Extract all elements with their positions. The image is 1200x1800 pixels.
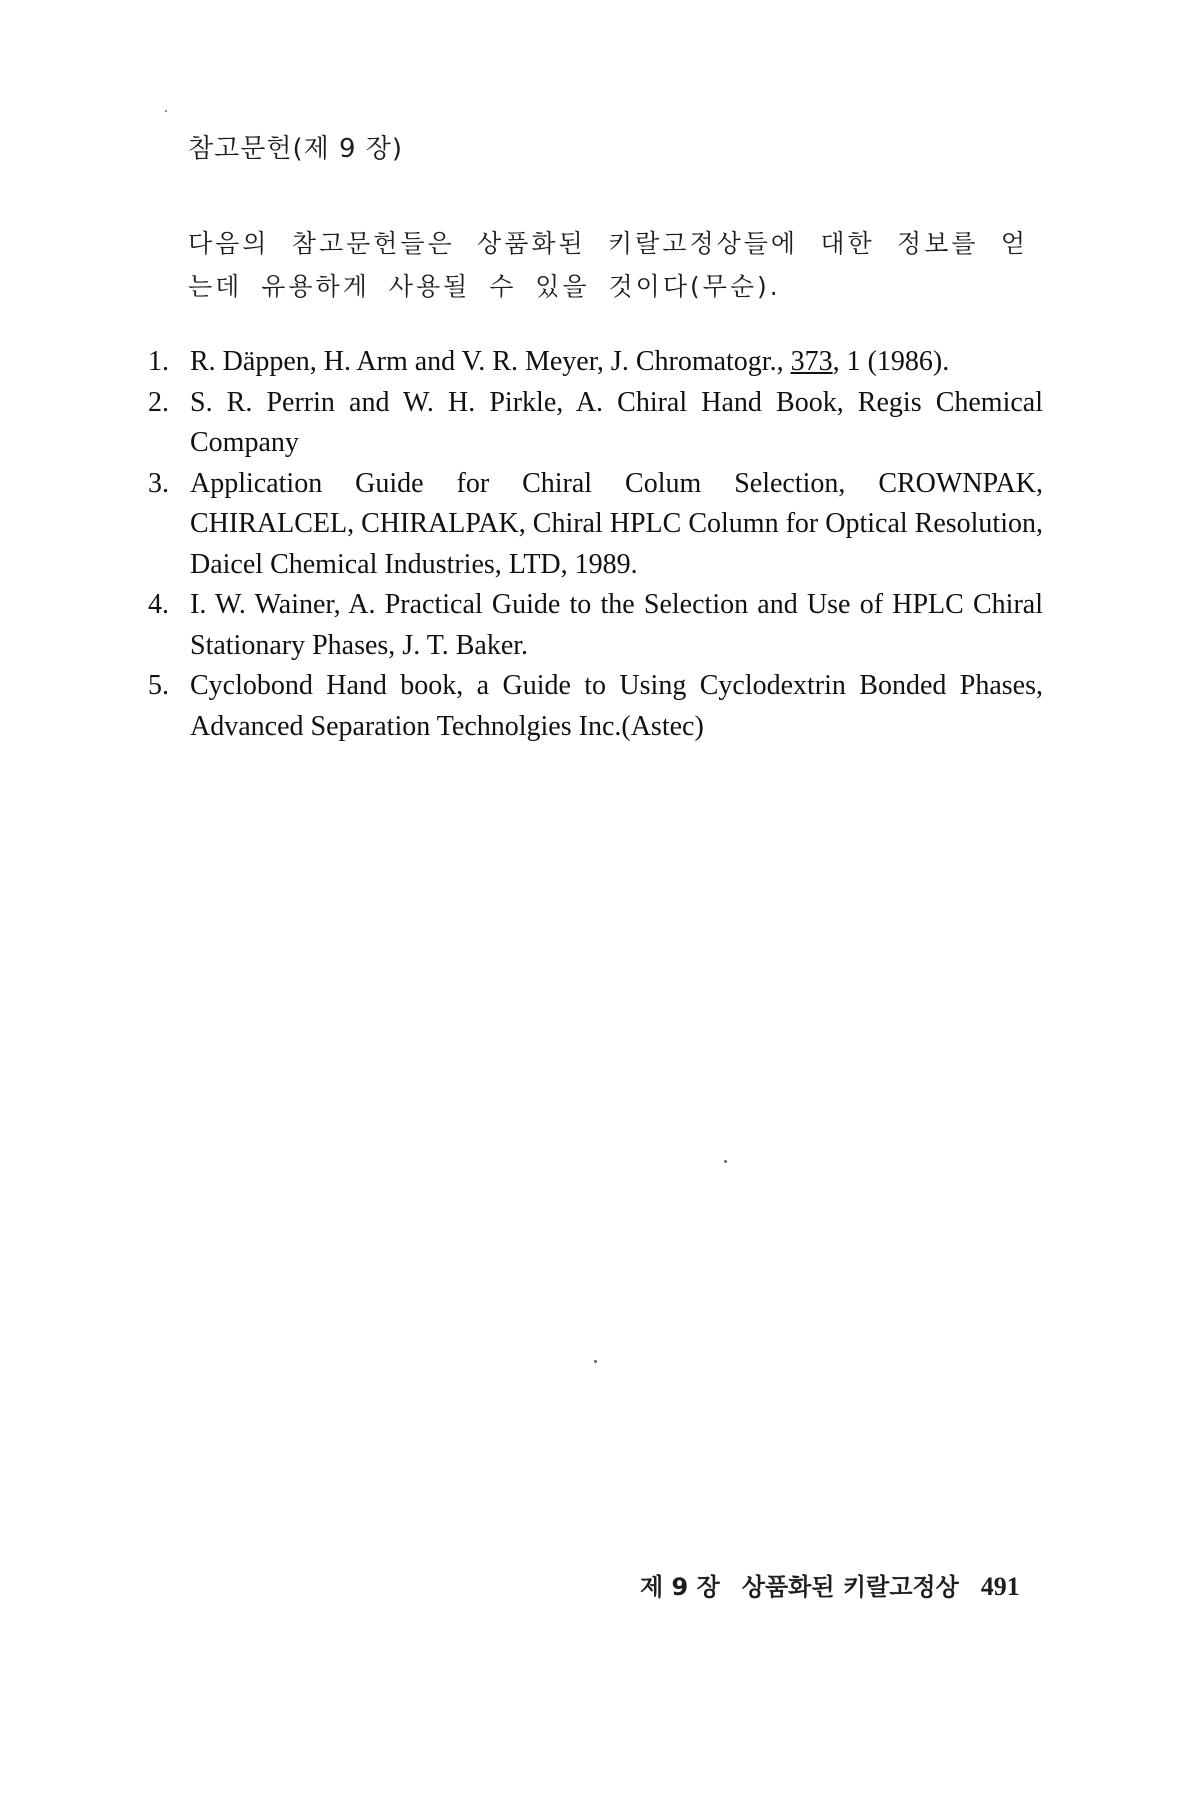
footer-title: 상품화된 키랄고정상 — [741, 1573, 959, 1601]
page-number: 491 — [980, 1572, 1020, 1601]
reference-number: 5. — [148, 670, 169, 701]
scan-speck — [165, 110, 167, 112]
reference-text: Cyclobond Hand book, a Guide to Using Cyclodextrin Bonded Phases, Advanced Separation Technolgies Inc.(Astec) — [190, 670, 1043, 742]
reference-text: S. R. Perrin and W. H. Pirkle, A. Chiral Hand Book, Regis Chemical Company — [190, 386, 1043, 458]
reference-text: Application Guide for Chiral Colum Selection, CROWNPAK, CHIRALCEL, CHIRALPAK, Chiral HPLC Column for Optical Resolution, Daicel Chemical Industries, LTD, 1989. — [190, 467, 1043, 580]
reference-volume: 373 — [790, 346, 833, 377]
reference-item — [148, 585, 1043, 666]
reference-citation-tail: , 1 (1986). — [832, 346, 950, 377]
scan-speck — [724, 1160, 727, 1163]
reference-item — [148, 342, 1043, 383]
scan-speck — [594, 1360, 597, 1363]
intro-paragraph: 다음의 참고문헌들은 상품화된 키랄고정상들에 대한 정보를 얻는데 유용하게 사용될 수 있을 것이다(무순). — [188, 229, 1028, 301]
reference-item — [148, 666, 1043, 747]
reference-number: 2. — [148, 386, 169, 418]
reference-item — [148, 383, 1043, 464]
reference-text: R. Däppen, H. Arm and V. R. Meyer, J. Chromatogr., — [190, 346, 791, 377]
section-heading: 참고문헌(제 9 장) — [188, 134, 404, 164]
reference-item — [148, 464, 1043, 586]
reference-text: I. W. Wainer, A. Practical Guide to the Selection and Use of HPLC Chiral Stationary Phases, J. T. Baker. — [190, 589, 1043, 661]
running-footer — [640, 1567, 1020, 1602]
reference-number: 4. — [148, 589, 169, 620]
reference-number: 3. — [148, 467, 169, 499]
reference-number: 1. — [148, 346, 169, 377]
reference-list — [148, 342, 1043, 747]
footer-chapter: 제 9 장 — [640, 1573, 720, 1601]
